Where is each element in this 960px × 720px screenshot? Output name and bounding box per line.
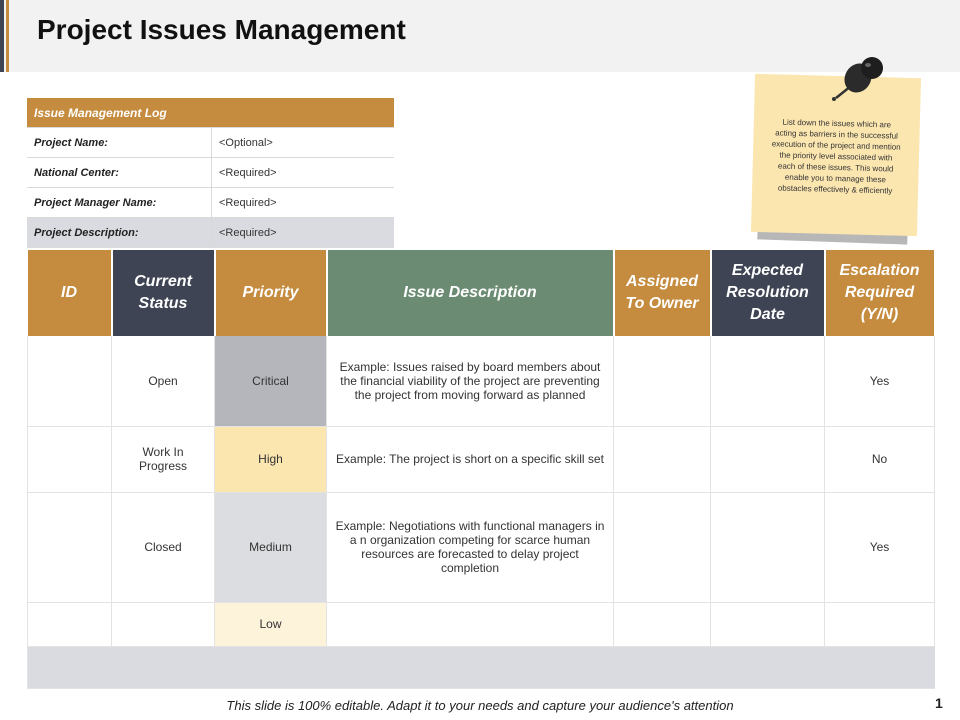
cell-status[interactable]: Open [112,336,215,426]
table-row [28,492,935,602]
footer-cell [711,646,825,688]
table-row [28,602,935,646]
header-description: Issue Description [327,250,614,336]
log-value[interactable]: <Required> [212,158,395,188]
issue-management-log [27,98,394,248]
footer-cell [614,646,711,688]
cell-escalation[interactable]: Yes [825,492,935,602]
header-owner: Assigned To Owner [614,250,711,336]
log-value[interactable]: <Required> [212,218,395,248]
log-label: Project Name: [27,128,212,158]
cell-description[interactable]: Example: Issues raised by board members about the financial viability of the project are preventing the project from moving forward as planned [327,336,614,426]
cell-owner[interactable] [614,602,711,646]
cell-priority[interactable]: High [215,426,327,492]
title-accent-orange [6,0,9,72]
cell-owner[interactable] [614,426,711,492]
footer-cell [327,646,614,688]
log-header: Issue Management Log [27,98,394,128]
log-value[interactable]: <Required> [212,188,395,218]
title-accent-dark [0,0,4,72]
cell-description[interactable]: Example: Negotiations with functional managers in a n organization competing for scarce human resources are forecasted to delay project completion [327,492,614,602]
log-value[interactable]: <Optional> [212,128,395,158]
cell-priority[interactable]: Critical [215,336,327,426]
cell-date[interactable] [711,602,825,646]
header-date: Expected Resolution Date [711,250,825,336]
cell-status[interactable]: Work In Progress [112,426,215,492]
cell-escalation[interactable]: Yes [825,336,935,426]
issues-table [27,250,936,689]
cell-date[interactable] [711,426,825,492]
pushpin-icon [828,54,888,104]
page-number: 1 [935,695,943,711]
cell-id[interactable] [28,336,112,426]
header-escalation: Escalation Required (Y/N) [825,250,935,336]
cell-owner[interactable] [614,492,711,602]
footer-caption: This slide is 100% editable. Adapt it to your needs and capture your audience's attention [226,698,734,713]
page-title: Project Issues Management [37,14,406,45]
sticky-note: List down the issues which are acting as barriers in the successful execution of the project and mention the priority level associated with each of these issues. This would enable you to manage these obstacles effectively & efficiently [751,74,921,236]
footer-cell [28,646,112,688]
log-label: National Center: [27,158,212,188]
cell-description[interactable]: Example: The project is short on a specific skill set [327,426,614,492]
cell-date[interactable] [711,492,825,602]
log-row [27,218,394,248]
cell-id[interactable] [28,602,112,646]
cell-priority[interactable]: Medium [215,492,327,602]
log-row [27,128,394,158]
footer-cell [112,646,215,688]
cell-status[interactable] [112,602,215,646]
footer-cell [215,646,327,688]
log-row [27,188,394,218]
table-footer-row [28,646,935,688]
header-priority: Priority [215,250,327,336]
cell-escalation[interactable]: No [825,426,935,492]
table-header-row [28,250,935,336]
cell-priority[interactable]: Low [215,602,327,646]
cell-id[interactable] [28,426,112,492]
log-label: Project Manager Name: [27,188,212,218]
table-row [28,336,935,426]
log-row [27,158,394,188]
cell-owner[interactable] [614,336,711,426]
header-status: Current Status [112,250,215,336]
cell-description[interactable] [327,602,614,646]
table-row [28,426,935,492]
cell-id[interactable] [28,492,112,602]
cell-escalation[interactable] [825,602,935,646]
cell-date[interactable] [711,336,825,426]
header-id: ID [28,250,112,336]
footer-cell [825,646,935,688]
cell-status[interactable]: Closed [112,492,215,602]
log-label: Project Description: [27,218,212,248]
